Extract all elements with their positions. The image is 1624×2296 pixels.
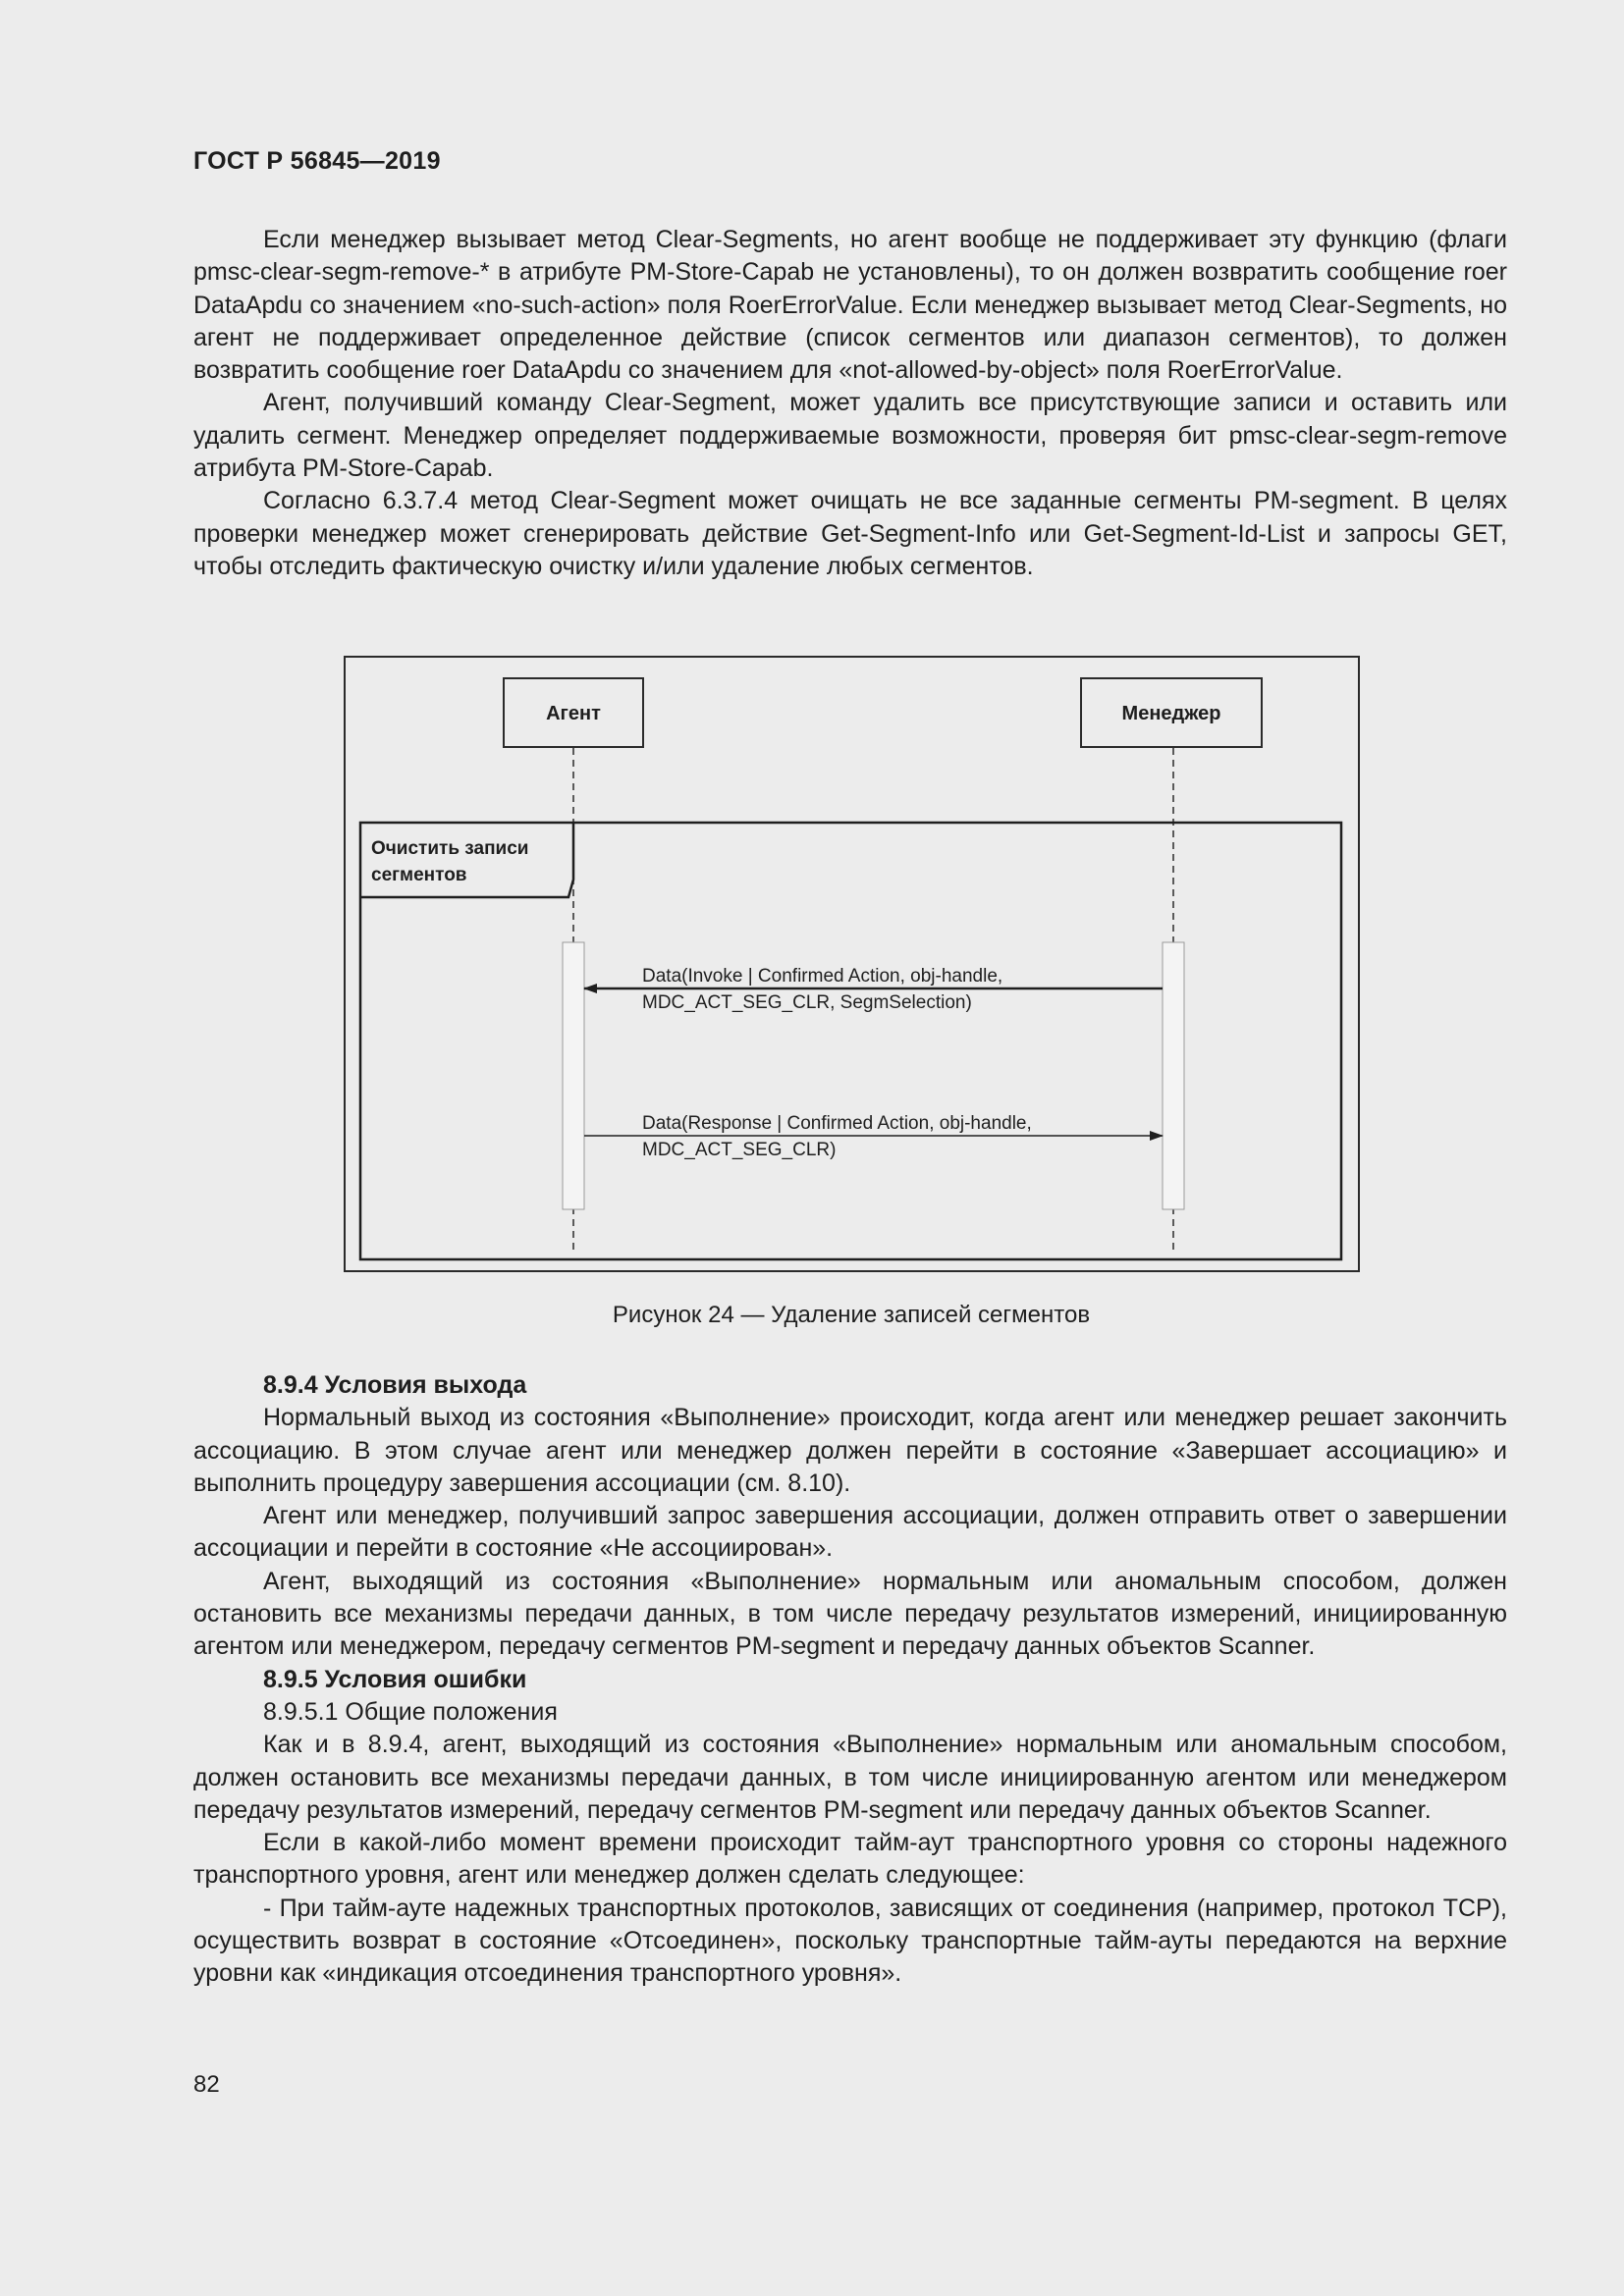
fragment-frame (360, 823, 1341, 1259)
manager-label: Менеджер (1121, 703, 1221, 724)
paragraph: Агент или менеджер, получивший запрос завершения ассоциации, должен отправить ответ о завершении ассоциации и перейти в состояние «Не ассоциирован». (193, 1502, 1507, 1563)
section-heading: 8.9.5 Условия ошибки (263, 1665, 527, 1693)
paragraph: - При тайм-ауте надежных транспортных протоколов, зависящих от соединения (например, протокол TCP), осуществить возврат в состояние «Отсоединен», поскольку транспортные тайм-ауты передаются на верхние уровни как «индикация отсоединения транспортного уровня». (193, 1894, 1507, 1988)
document-header: ГОСТ Р 56845—2019 (193, 147, 441, 175)
fragment-label-tab (360, 823, 573, 897)
manager-activation-bar (1163, 942, 1184, 1209)
page-number: 82 (193, 2071, 220, 2098)
response-message-label: Data(Response | Confirmed Action, obj-handle, (642, 1113, 1032, 1134)
invoke-message-label: MDC_ACT_SEG_CLR, SegmSelection) (642, 992, 972, 1013)
response-message-label: MDC_ACT_SEG_CLR) (642, 1140, 837, 1160)
fragment-label: Очистить записи (371, 838, 529, 859)
fragment-label: сегментов (371, 865, 467, 885)
agent-activation-bar (563, 942, 584, 1209)
agent-label: Агент (546, 703, 601, 724)
manager-lifeline-head (1081, 678, 1262, 747)
paragraph: Если в какой-либо момент времени происходит тайм-аут транспортного уровня со стороны надежного транспортного уровня, агент или менеджер должен сделать следующее: (193, 1829, 1507, 1890)
paragraph: Агент, получивший команду Clear-Segment, может удалить все присутствующие записи и оставить или удалить сегмент. Менеджер определяет поддерживаемые возможности, проверяя бит pmsc-clear-segm-remove атрибута PM-Store-Capab. (193, 389, 1507, 483)
agent-lifeline-head (504, 678, 643, 747)
invoke-message-label: Data(Invoke | Confirmed Action, obj-handle, (642, 966, 1003, 987)
paragraph: Нормальный выход из состояния «Выполнение» происходит, когда агент или менеджер решает закончить ассоциацию. В этом случае агент или менеджер должен перейти в состояние «Завершает ассоциацию» и выполнить процедуру завершения ассоциации (см. 8.10). (193, 1404, 1507, 1497)
paragraph: Согласно 6.3.7.4 метод Clear-Segment может очищать не все заданные сегменты PM-segment. В целях проверки менеджер может сгенерировать действие Get-Segment-Info или Get-Segment-Id-List и запросы GET, чтобы отследить фактическую очистку и/или удаление любых сегментов. (193, 487, 1507, 580)
sequence-diagram (344, 656, 1361, 1272)
figure-caption: Рисунок 24 — Удаление записей сегментов (612, 1302, 1091, 1328)
section-text (193, 1369, 1507, 1991)
paragraph: Как и в 8.9.4, агент, выходящий из состояния «Выполнение» нормальным или аномальным способом, должен остановить все механизмы передачи данных, в том числе инициированную агентом или менеджером передачу результатов измерений, передачу сегментов PM-segment или передачу данных объектов Scanner. (193, 1731, 1507, 1824)
subsection-heading: 8.9.5.1 Общие положения (263, 1697, 558, 1726)
intro-text (193, 224, 1507, 583)
paragraph: Агент, выходящий из состояния «Выполнение» нормальным или аномальным способом, должен остановить все механизмы передачи данных, в том числе передачу результатов измерений, инициированную агентом или менеджером, передачу сегментов PM-segment и передачу данных объектов Scanner. (193, 1567, 1507, 1661)
diagram-border (345, 657, 1359, 1271)
section-heading: 8.9.4 Условия выхода (263, 1371, 527, 1399)
paragraph: Если менеджер вызывает метод Clear-Segments, но агент вообще не поддерживает эту функцию (флаги pmsc-clear-segm-remove-* в атрибуте PM-Store-Capab не установлены), то он должен возвратить сообщение roer DataApdu со значением «no-such-action» поля RoerErrorValue. Если менеджер вызывает метод Clear-Segments, но агент не поддерживает определенное действие (список сегментов или диапазон сегментов), то должен возвратить сообщение roer DataApdu со значением для «not-allowed-by-object» поля RoerErrorValue. (193, 226, 1507, 385)
